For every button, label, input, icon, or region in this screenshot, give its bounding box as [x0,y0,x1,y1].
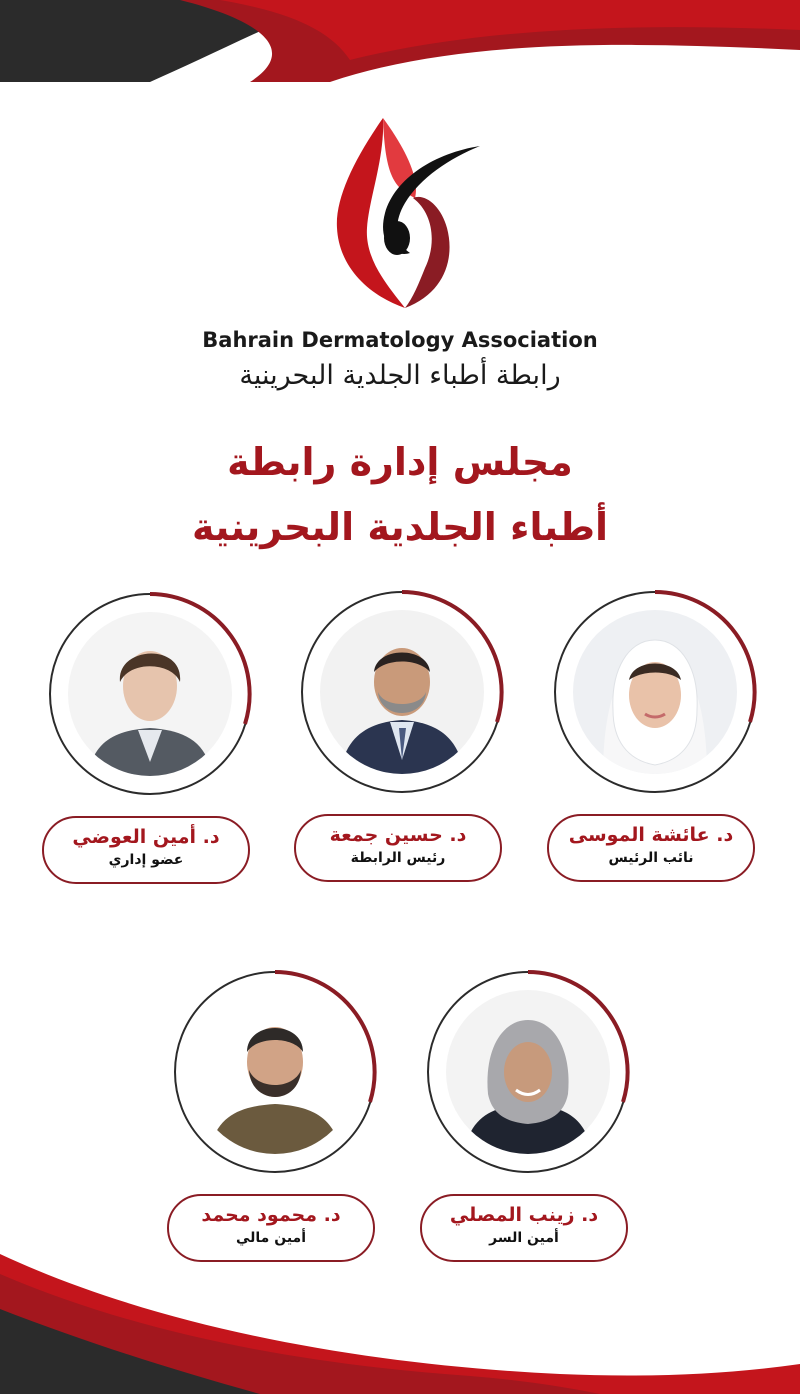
member-photo [573,610,737,774]
member-name: د. أمين العوضي [72,826,220,848]
member-photo [320,610,484,774]
member-role: أمين السر [489,1230,559,1246]
top-decorative-band [0,0,800,90]
member-name-badge [547,814,755,882]
member-photo [446,990,610,1154]
page-title-line-2: أطباء الجلدية البحرينية [191,505,609,549]
member-name-badge [42,816,250,884]
bottom-decorative-band [0,1214,800,1394]
member-role: عضو إداري [108,852,184,868]
member-name: د. محمود محمد [201,1204,341,1226]
association-logo [325,118,485,318]
member-name: د. حسين جمعة [329,824,467,846]
page-title-line-1: مجلس إدارة رابطة [227,440,573,484]
member-name: د. زينب المصلي [449,1204,599,1226]
org-name-english: Bahrain Dermatology Association [202,328,598,352]
org-name-arabic: رابطة أطباء الجلدية البحرينية [239,360,561,391]
member-role: رئيس الرابطة [350,850,446,866]
member-role: أمين مالي [236,1230,306,1246]
member-photo [193,990,357,1154]
member-role: نائب الرئيس [608,850,694,866]
member-name: د. عائشة الموسى [568,824,734,846]
member-name-badge [294,814,502,882]
member-photo [68,612,232,776]
drop-hair-logo-icon [325,118,485,318]
